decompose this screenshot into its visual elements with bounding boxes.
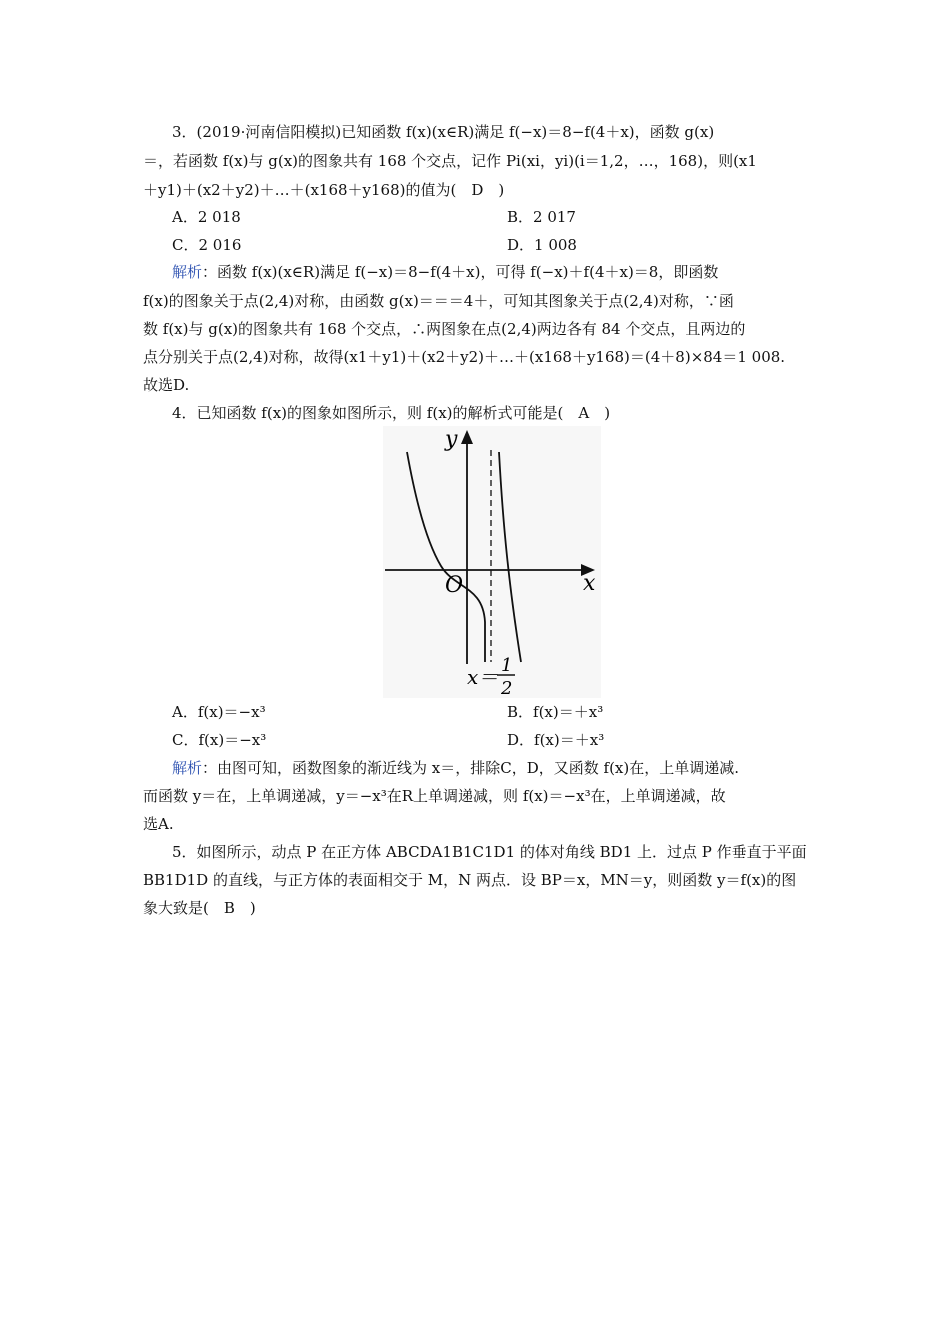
asymptote-label: x＝ xyxy=(467,665,499,689)
fraction-denominator: 2 xyxy=(501,678,513,698)
y-axis-arrow-icon xyxy=(461,430,473,444)
q3-option-b: B．2 017 xyxy=(507,208,576,226)
q4-stem: 4．已知函数 f(x)的图象如图所示，则 f(x)的解析式可能是( A ) xyxy=(172,404,611,422)
q4-option-c: C．f(x)＝−x³ xyxy=(172,731,267,749)
curve-right-branch xyxy=(499,452,521,662)
x-axis-label: x xyxy=(583,571,596,596)
q3-option-a: A．2 018 xyxy=(172,208,241,226)
q3-option-d: D．1 008 xyxy=(507,236,577,254)
q4-option-d: D．f(x)＝＋x³ xyxy=(507,731,605,749)
q4-option-a: A．f(x)＝−x³ xyxy=(172,703,266,721)
q3-option-c: C．2 016 xyxy=(172,236,242,254)
function-graph-figure xyxy=(383,426,601,698)
q4-solution-line2: 而函数 y＝在，上单调递减，y＝−x³在R上单调递减，则 f(x)＝−x³在，上单调递减，故 xyxy=(143,787,726,805)
q5-stem-line1: 5．如图所示，动点 P 在正方体 ABCDA1B1C1D1 的体对角线 BD1 上．过点 P 作垂直于平面 xyxy=(172,843,807,861)
q4-solution-text1: ：由图可知，函数图象的渐近线为 x＝，排除C，D，又函数 f(x)在，上单调递减. xyxy=(202,759,740,777)
q3-stem-line2: ＝，若函数 f(x)与 g(x)的图象共有 168 个交点，记作 Pi(xi，yi)(i＝1,2，…，168)，则(x1 xyxy=(143,152,757,170)
q3-solution-line3: 数 f(x)与 g(x)的图象共有 168 个交点，∴两图象在点(2,4)两边各有 84 个交点，且两边的 xyxy=(143,320,746,338)
q5-stem-line2: BB1D1D 的直线，与正方体的表面相交于 M，N 两点．设 BP＝x，MN＝y，则函数 y＝f(x)的图 xyxy=(143,871,797,889)
q3-solution-line1 xyxy=(172,262,718,282)
q4-solution-label: 解析 xyxy=(172,759,203,777)
q3-solution-line4: 点分别关于点(2,4)对称，故得(x1＋y1)＋(x2＋y2)＋…＋(x168＋y168)＝(4＋8)×84＝1 008. xyxy=(143,348,786,366)
q4-option-b: B．f(x)＝＋x³ xyxy=(507,703,604,721)
fraction-numerator: 1 xyxy=(501,655,513,676)
q4-solution-line1 xyxy=(172,758,739,778)
q3-solution-label: 解析 xyxy=(172,263,203,281)
q5-stem-line3: 象大致是( B ) xyxy=(143,899,256,917)
q3-solution-line2: f(x)的图象关于点(2,4)对称，由函数 g(x)＝＝＝4＋，可知其图象关于点(2,4)对称，∵函 xyxy=(143,292,734,310)
q3-stem-line3: ＋y1)＋(x2＋y2)＋…＋(x168＋y168)的值为( D ) xyxy=(143,181,505,199)
q3-stem-line1: 3．(2019·河南信阳模拟)已知函数 f(x)(x∈R)满足 f(−x)＝8−f(4＋x)，函数 g(x) xyxy=(172,123,715,141)
q3-solution-text1: ：函数 f(x)(x∈R)满足 f(−x)＝8−f(4＋x)，可得 f(−x)＋f(4＋x)＝8，即函数 xyxy=(202,263,719,281)
q4-solution-line3: 选A. xyxy=(143,815,174,833)
curve-left-branch xyxy=(407,452,485,662)
q3-solution-line5: 故选D. xyxy=(143,376,190,394)
y-axis-label: y xyxy=(445,427,458,452)
origin-label: O xyxy=(445,573,464,598)
function-graph-svg xyxy=(383,426,601,698)
